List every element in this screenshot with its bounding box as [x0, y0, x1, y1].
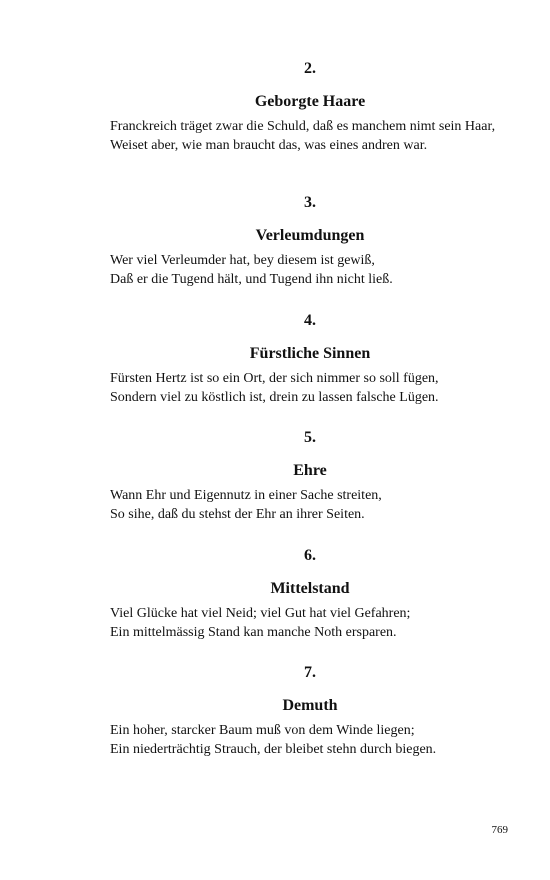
epigram-title: Demuth: [282, 697, 338, 714]
verse-line: Daß er die Tugend hält, und Tugend ihn nicht ließ.: [110, 272, 393, 287]
epigram-text: [110, 721, 510, 759]
epigram-title: Ehre: [293, 462, 327, 479]
verse-line: Ein niederträchtig Strauch, der bleibet stehn durch biegen.: [110, 742, 437, 757]
epigram-number: 6.: [304, 547, 316, 564]
verse-line: Ein mittelmässig Stand kan manche Noth ersparen.: [110, 625, 397, 640]
epigram-text: [110, 369, 510, 407]
epigram-text: [110, 251, 510, 289]
verse-line: Wann Ehr und Eigennutz in einer Sache streiten,: [110, 488, 382, 503]
epigram-number: 2.: [304, 60, 316, 77]
verse-line: Fürsten Hertz ist so ein Ort, der sich nimmer so soll fügen,: [110, 371, 439, 386]
epigram-number: 7.: [304, 664, 316, 681]
epigram-title: Verleumdungen: [255, 227, 365, 244]
page-number: 769: [491, 824, 508, 836]
verse-line: So sihe, daß du stehst der Ehr an ihrer Seiten.: [110, 507, 365, 522]
verse-line: Franckreich träget zwar die Schuld, daß es manchem nimt sein Haar,: [110, 119, 496, 134]
verse-line: Sondern viel zu köstlich ist, drein zu lassen falsche Lügen.: [110, 390, 439, 405]
epigram-title: Fürstliche Sinnen: [249, 345, 371, 362]
verse-line: Ein hoher, starcker Baum muß von dem Winde liegen;: [110, 723, 415, 738]
book-page: [110, 0, 510, 880]
epigram-text: [110, 486, 510, 524]
epigram-number: 3.: [304, 194, 316, 211]
verse-line: Viel Glücke hat viel Neid; viel Gut hat viel Gefahren;: [110, 606, 411, 621]
epigram-number: 4.: [304, 312, 316, 329]
epigram-title: Geborgte Haare: [254, 93, 366, 110]
epigram-number: 5.: [304, 429, 316, 446]
epigram-title: Mittelstand: [270, 580, 350, 597]
epigram-text: [110, 117, 510, 155]
verse-line: Wer viel Verleumder hat, bey diesem ist gewiß,: [110, 253, 375, 268]
epigram-text: [110, 604, 510, 642]
verse-line: Weiset aber, wie man braucht das, was eines andren war.: [110, 138, 428, 153]
